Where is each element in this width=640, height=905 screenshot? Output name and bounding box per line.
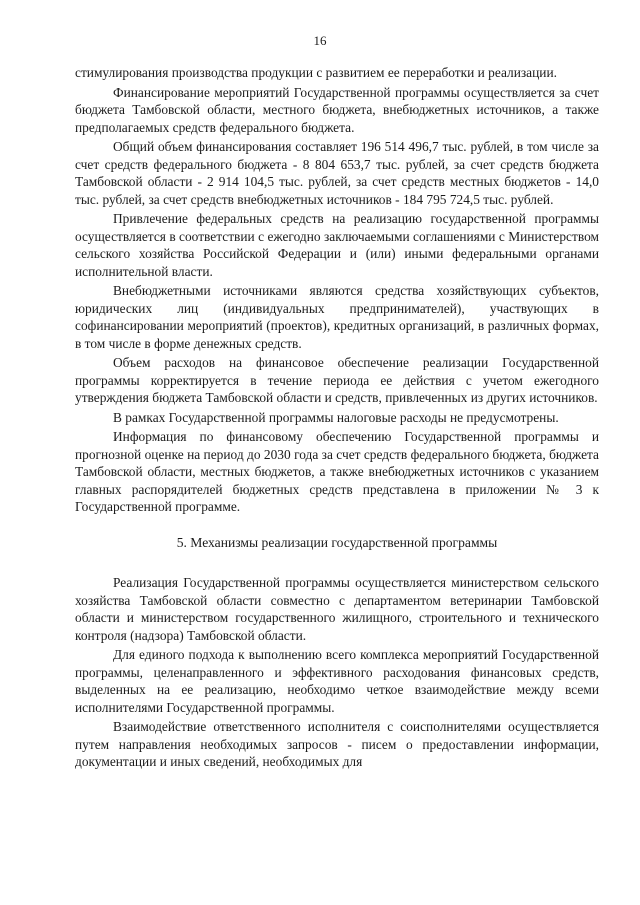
paragraph: Финансирование мероприятий Государственной программы осуществляется за счет бюджета Тамбовской области, местного бюджета, внебюджетных источников, а также предполагаемых средств федерального бюджета. bbox=[75, 84, 599, 135]
paragraph: Реализация Государственной программы осуществляется министерством сельского хозяйства Тамбовской области совместно с департаментом ветеринарии Тамбовской области и министерством государственного жилищного, строительного и технического контроля (надзора) Тамбовской области. bbox=[75, 575, 599, 643]
section-heading: 5. Механизмы реализации государственной программы bbox=[176, 534, 498, 550]
document-body bbox=[75, 64, 599, 771]
paragraph: Взаимодействие ответственного исполнителя с соисполнителями осуществляется путем направления необходимых запросов - писем о предоставлении информации, документации и иных сведений, необходимых для bbox=[75, 719, 599, 769]
paragraph: стимулирования производства продукции с развитием ее переработки и реализации. bbox=[75, 65, 557, 80]
page-number: 16 bbox=[313, 33, 327, 48]
paragraph: Внебюджетными источниками являются средства хозяйствующих субъектов, юридических лиц (индивидуальных предпринимателей), участвующих в софинансировании мероприятий (проектов), кредитных организаций, в различных формах, в том числе в форме денежных средств. bbox=[75, 283, 599, 351]
paragraph: Для единого подхода к выполнению всего комплекса мероприятий Государственной программы, целенаправленного и эффективного расходования финансовых средств, выделенных на ее реализацию, необходимо четкое взаимодействие между всеми исполнителями Государственной программы. bbox=[75, 647, 599, 715]
paragraph: В рамках Государственной программы налоговые расходы не предусмотрены. bbox=[113, 409, 559, 425]
paragraph: Объем расходов на финансовое обеспечение реализации Государственной программы корректируется в течение периода ее действия с учетом ежегодного утверждения бюджета Тамбовской области и средств, привлеченных из других источников. bbox=[75, 355, 599, 405]
paragraph: Информация по финансовому обеспечению Государственной программы и прогнозной оценке на период до 2030 года за счет средств федерального бюджета, бюджета Тамбовской области, местных бюджетов, а также внебюджетных источников с указанием главных распорядителей бюджетных средств представлена в приложении № 3 к Государственной программе. bbox=[75, 429, 599, 514]
paragraph: Общий объем финансирования составляет 196 514 496,7 тыс. рублей, в том числе за счет средств федерального бюджета - 8 804 653,7 тыс. рублей, за счет средств бюджета Тамбовской области - 2 914 104,5 тыс. рублей, за счет средств местных бюджетов - 14,0 тыс. рублей, за счет средств внебюджетных источников - 184 795 724,5 тыс. рублей. bbox=[75, 139, 599, 207]
paragraph: Привлечение федеральных средств на реализацию государственной программы осуществляется в соответствии с ежегодно заключаемыми соглашениями с Министерством сельского хозяйства Российской Федерации и (или) иными федеральными органами исполнительной власти. bbox=[75, 211, 599, 279]
